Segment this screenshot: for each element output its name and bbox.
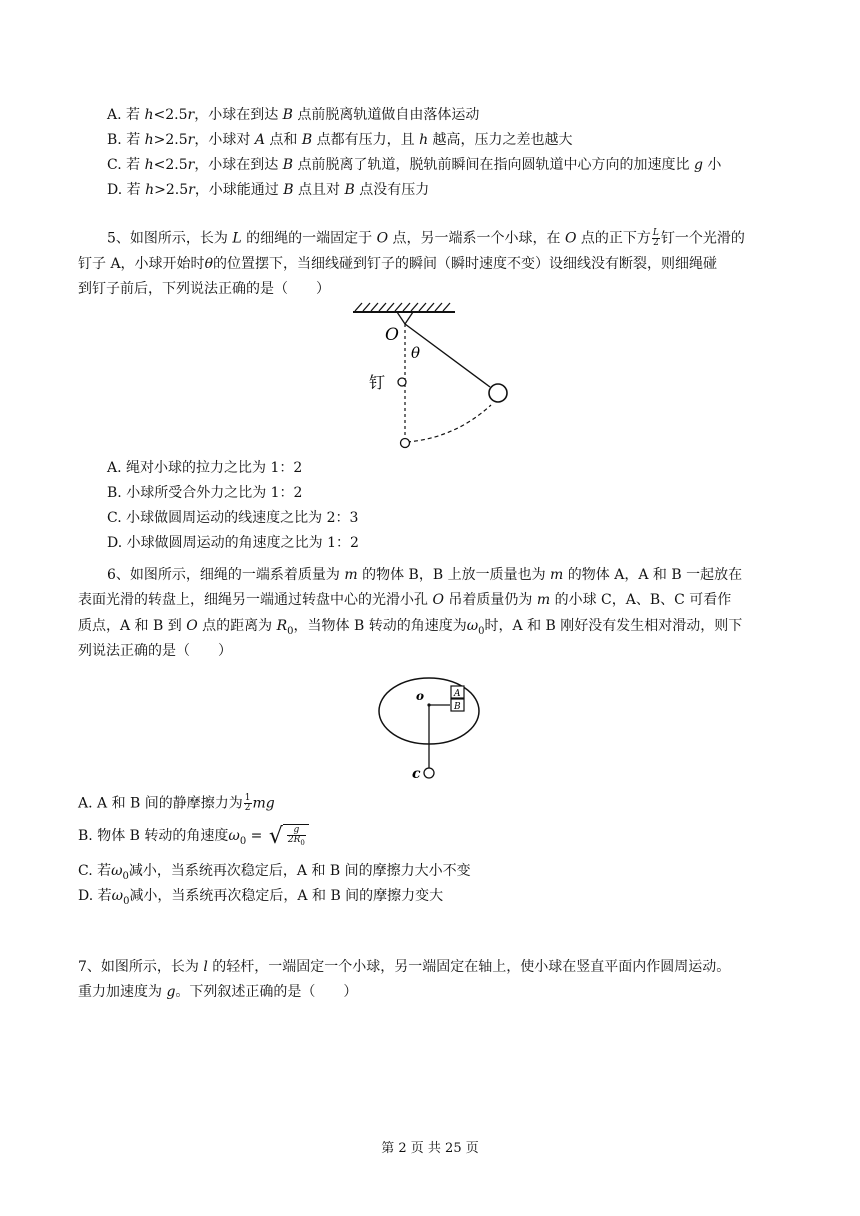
text: 点没有压力 — [354, 182, 430, 198]
var: B — [344, 182, 355, 198]
text: 6、如图所示，细绳的一端系着质量为 — [107, 567, 345, 583]
q6-stem-line1 — [107, 566, 742, 584]
text: 点的正下方 — [576, 230, 651, 247]
label-c: c — [412, 766, 421, 782]
fraction-numerator: 1 — [244, 793, 251, 803]
var: h — [144, 157, 154, 173]
q6-stem-line3 — [78, 617, 742, 641]
q6-option-d — [78, 887, 443, 911]
text: 减小，当系统再次稳定后，A 和 B 间的摩擦力变大 — [129, 888, 444, 904]
q5-stem-line3 — [78, 280, 330, 298]
text: A. 若 — [107, 107, 145, 123]
text: >2.5 — [153, 132, 188, 148]
text: 吊着质量仍为 — [443, 592, 537, 608]
q4-option-d — [107, 181, 429, 199]
text: 越高，压力之差也越大 — [428, 132, 573, 148]
var: ω — [111, 888, 124, 904]
label-theta: θ — [411, 344, 421, 362]
q6-option-b — [78, 824, 309, 851]
text: 7、如图所示，长为 — [78, 959, 204, 975]
ball — [489, 384, 507, 402]
q5-stem-line1 — [107, 229, 745, 248]
subscript: 0 — [123, 895, 130, 907]
text: ，小球在到达 — [194, 157, 283, 173]
text: 时，A 和 B 刚好没有发生相对滑动，则下 — [484, 618, 743, 634]
pivot-left-support — [397, 312, 405, 324]
text: 的位置摆下，当细线碰到钉子的瞬间（瞬时速度不变）设细线没有断裂，则细绳碰 — [213, 256, 717, 272]
text: 2R — [287, 835, 301, 845]
text: C. 若 — [107, 157, 145, 173]
q7-stem-line2 — [78, 983, 357, 1001]
nail — [398, 378, 406, 386]
var: A — [254, 132, 265, 148]
text: ，小球对 — [194, 132, 255, 148]
var: r — [187, 132, 195, 148]
label-nail: 钉 — [369, 373, 386, 392]
q5-pendulum-figure — [345, 302, 515, 454]
q5-option-c — [107, 509, 358, 527]
var: h — [144, 132, 154, 148]
text: 钉一个光滑的 — [660, 230, 745, 247]
text: 的物体 A，A 和 B 一起放在 — [563, 567, 743, 583]
fraction-l-over-2 — [652, 229, 660, 248]
q4-option-c — [107, 156, 721, 174]
q5-option-b — [107, 484, 302, 502]
var: B — [282, 107, 293, 123]
text: 的物体 B，B 上放一质量也为 — [357, 567, 551, 583]
text: 5、如图所示，长为 — [107, 230, 233, 247]
text: 的小球 C，A、B、C 可看作 — [550, 592, 732, 608]
q6-stem-line4 — [78, 642, 232, 660]
q4-option-a — [107, 106, 479, 124]
q7-stem-line1 — [78, 958, 730, 976]
subscript: 0 — [478, 625, 485, 637]
fraction-numerator: g — [287, 826, 306, 836]
label-o: O — [385, 325, 399, 345]
fraction-g-over-2r0 — [287, 826, 306, 848]
var: h — [419, 132, 429, 148]
q6-option-c — [78, 862, 471, 886]
text: D. 若 — [107, 182, 146, 198]
var: h — [145, 182, 155, 198]
fraction-denominator — [287, 836, 306, 848]
text: 重力加速度为 — [78, 984, 167, 1000]
text: 点和 — [264, 132, 302, 148]
text: D. 小球做圆周运动的角速度之比为 1：2 — [107, 535, 359, 551]
var: L — [232, 230, 242, 247]
text: 点都有压力，且 — [312, 132, 420, 148]
fraction-one-half — [244, 794, 252, 813]
var: B — [282, 157, 294, 173]
fraction-denominator: 2 — [244, 803, 251, 813]
text: A. 绳对小球的拉力之比为 1：2 — [107, 460, 303, 476]
var: ω — [111, 863, 123, 879]
q5-option-d — [107, 534, 359, 552]
text: 减小，当系统再次稳定后，A 和 B 间的摩擦力大小不变 — [128, 863, 471, 879]
var: h — [144, 107, 154, 123]
fraction-numerator: L — [652, 228, 659, 238]
text: 到钉子前后，下列说法正确的是（ ） — [78, 281, 330, 297]
var: l — [203, 959, 208, 975]
var: mg — [252, 795, 275, 812]
q6-stem-line2 — [78, 591, 731, 609]
var: m — [536, 592, 551, 608]
radicand — [283, 824, 309, 848]
text: <2.5 — [153, 157, 188, 173]
label-a: A — [454, 689, 461, 699]
text: B. 物体 B 转动的角速度 — [78, 827, 229, 844]
var: ω — [228, 827, 240, 844]
q6-option-a — [78, 794, 275, 813]
q6-turntable-figure — [374, 675, 494, 785]
var: R — [276, 618, 288, 634]
var: O — [432, 592, 444, 608]
text: 点且对 — [293, 182, 345, 198]
var: r — [187, 157, 195, 173]
var: r — [187, 107, 195, 123]
q4-option-b — [107, 131, 573, 149]
swing-arc — [407, 405, 491, 442]
square-root — [269, 824, 309, 848]
var: m — [344, 567, 358, 583]
text: C. 若 — [78, 863, 112, 879]
text: <2.5 — [153, 107, 188, 123]
text: 的细绳的一端固定于 — [241, 230, 377, 247]
q5-option-a — [107, 459, 302, 477]
subscript: 0 — [239, 835, 247, 847]
text: C. 小球做圆周运动的线速度之比为 2：3 — [107, 510, 359, 526]
subscript: 0 — [122, 870, 129, 882]
page-footer: 第 2 页 共 25 页 — [381, 1141, 479, 1156]
text: 点前脱离轨道做自由落体运动 — [292, 107, 480, 123]
text: 钉子 A，小球开始时 — [78, 256, 205, 272]
radical-sign: √ — [268, 823, 283, 849]
text: 质点，A 和 B 到 — [78, 618, 187, 634]
q5-stem-line2 — [78, 255, 717, 273]
label-o: o — [416, 689, 425, 703]
text: 列说法正确的是（ ） — [78, 643, 232, 659]
text: >2.5 — [154, 182, 189, 198]
text: 点的距离为 — [197, 618, 277, 634]
label-b: B — [454, 702, 461, 712]
fraction-denominator: 2 — [653, 238, 659, 248]
pivot-right-support — [405, 312, 413, 324]
var: θ — [204, 256, 213, 272]
text: A. A 和 B 间的静摩擦力为 — [78, 795, 243, 812]
var: B — [283, 182, 294, 198]
var: O — [564, 230, 577, 247]
text: 表面光滑的转盘上，细绳另一端通过转盘中心的光滑小孔 — [78, 592, 433, 608]
subscript: 0 — [287, 625, 294, 637]
ball-c — [424, 768, 434, 778]
lowest-point-marker — [401, 439, 410, 448]
text: 点前脱离了轨道，脱轨前瞬间在指向圆轨道中心方向的加速度比 — [293, 157, 694, 173]
text: ，小球在到达 — [194, 107, 283, 123]
text: B. 小球所受合外力之比为 1：2 — [107, 485, 303, 501]
text: D. 若 — [78, 888, 112, 904]
text: 的轻杆，一端固定一个小球，另一端固定在轴上，使小球在竖直平面内作圆周运动。 — [207, 959, 731, 975]
text: = — [246, 827, 267, 844]
text: ，当物体 B 转动的角速度为 — [293, 618, 467, 634]
text: 小 — [702, 157, 722, 173]
text: B. 若 — [107, 132, 145, 148]
text: ，小球能通过 — [194, 182, 284, 198]
text: 。下列叙述正确的是（ ） — [175, 984, 358, 1000]
var: m — [550, 567, 564, 583]
var: O — [186, 618, 198, 634]
var: B — [301, 132, 313, 148]
var: g — [166, 984, 176, 1000]
var: g — [693, 157, 703, 173]
subscript: 0 — [300, 838, 305, 847]
text: 点，另一端系一个小球，在 — [388, 230, 565, 247]
ceiling-hatch — [355, 303, 450, 311]
var: O — [376, 230, 389, 247]
var: ω — [466, 618, 479, 634]
var: r — [188, 182, 195, 198]
